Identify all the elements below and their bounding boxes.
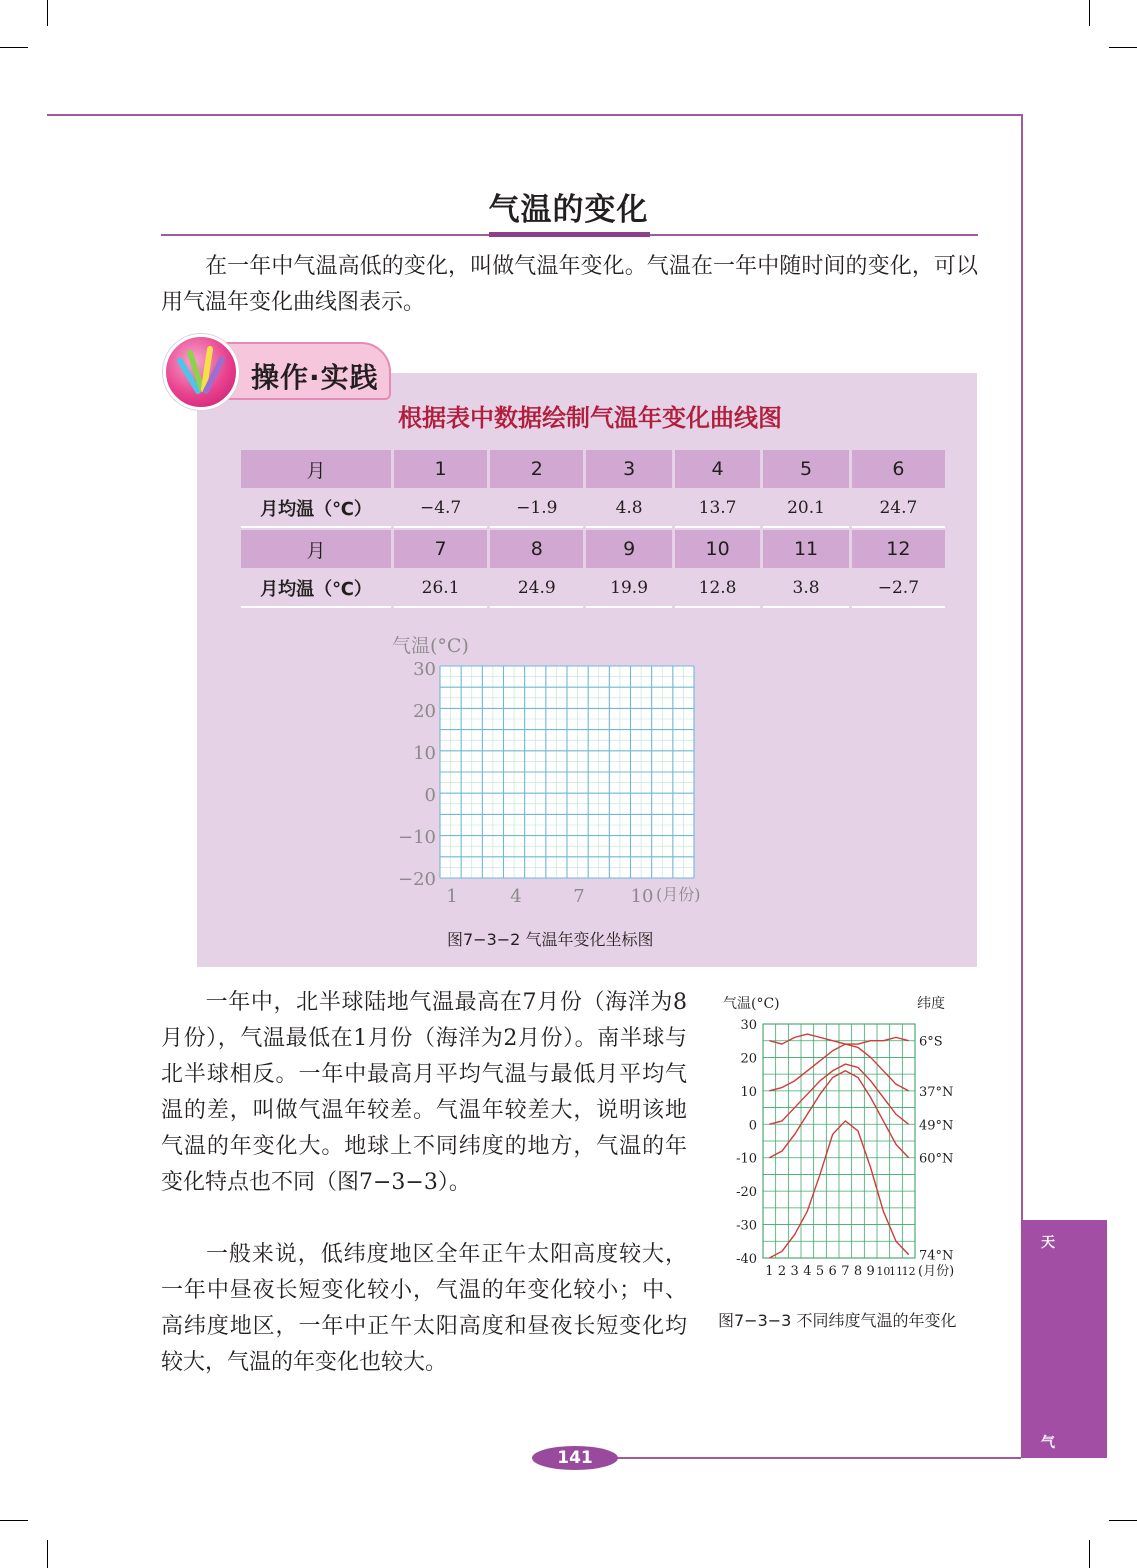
table-cell: 2 [490,450,583,488]
y-tick-label: -30 [736,1218,757,1234]
side-tab-top-char: 天 [1041,1235,1055,1251]
page-frame-top [47,114,1022,116]
table-cell: 3 [586,450,671,488]
table-cell: 11 [763,530,848,568]
table-cell: 20.1 [763,490,848,528]
grid-x-axis-label: (月份) [656,885,701,904]
x-tick-label: 12 [901,1265,916,1278]
x-tick-label: 10 [876,1265,891,1278]
table-cell: −4.7 [394,490,487,528]
table-cell: 9 [586,530,671,568]
intro-text: 在一年中气温高低的变化，叫做气温年变化。气温在一年中随时间的变化，可以用气温年变化曲线图表示。 [161,254,978,315]
table-cell: 1 [394,450,487,488]
table-cell: 月 [241,530,391,568]
page-number: 141 [532,1446,618,1470]
table-cell: 24.7 [852,490,945,528]
y-tick-label: -10 [736,1151,757,1167]
table-cell: 13.7 [675,490,760,528]
crop-mark [1109,1520,1137,1521]
grid-y-axis-label: 气温(°C) [392,635,469,657]
grid-y-tick: 20 [413,701,436,722]
grid-x-tick: 1 [446,886,458,907]
x-tick-label: 7 [841,1264,850,1279]
table-cell: 4.8 [586,490,671,528]
table-cell: 6 [852,450,945,488]
x-tick-label: 1 [765,1264,774,1279]
crop-mark [1109,47,1137,48]
body-text-2: 一般来说，低纬度地区全年正午太阳高度较大，一年中昼夜长短变化较小，气温的年变化较小；中、高纬度地区，一年中正午太阳高度和昼夜长短变化均较大，气温的年变化也较大。 [161,1242,687,1375]
table-cell: 月均温（℃） [241,570,391,608]
table-cell: 19.9 [586,570,671,608]
grid-y-tick: −10 [398,827,436,848]
table-row [241,530,945,568]
x-tick-label: 3 [790,1264,799,1279]
page-frame-bottom [612,1457,1021,1459]
latitude-chart-caption: 图7−3−3 不同纬度气温的年变化 [718,1311,957,1330]
grid-x-tick: 10 [630,886,654,907]
series-label: 37°N [919,1084,954,1100]
table-cell: 12 [852,530,945,568]
y-tick-label: 30 [740,1018,757,1033]
table-cell: 月 [241,450,391,488]
body-text-1: 一年中，北半球陆地气温最高在7月份（海洋为8月份），气温最低在1月份（海洋为2月份）。南半球与北半球相反。一年中最高月平均气温与最低月平均气温的差，叫做气温年较差。气温年较差大，说明该地气温的年变化大。地球上不同纬度的地方，气温的年变化特点也不同（图7−3−3）。 [161,990,687,1195]
table-cell: −1.9 [490,490,583,528]
x-tick-label: 2 [777,1264,787,1279]
y-tick-label: 20 [740,1051,757,1067]
crop-mark [1089,0,1090,26]
intro-paragraph [161,249,978,321]
pencils-icon [166,337,236,407]
series-label: 49°N [919,1118,954,1134]
x-tick-label: 9 [866,1264,875,1279]
y-axis-label: 气温(°C) [723,996,780,1012]
x-tick-label: 8 [853,1264,863,1279]
crop-mark [1089,1540,1090,1568]
crop-mark [0,1520,28,1521]
series-label: 74°N [919,1248,954,1264]
y-tick-label: -20 [736,1185,757,1201]
grid-chart-caption: 图7−3−2 气温年变化坐标图 [447,930,654,949]
chart-grid [763,1024,915,1258]
x-axis-label: (月份) [918,1264,955,1279]
side-tab-bottom-char: 气 [1041,1435,1055,1451]
table-row [241,450,945,488]
page-title: 气温的变化 [488,192,649,228]
activity-title: 根据表中数据绘制气温年变化曲线图 [398,404,782,432]
table-row [241,490,945,528]
x-tick-label: 6 [828,1264,837,1279]
body-paragraph-1 [161,985,687,1201]
latitude-temperature-chart [715,990,985,1300]
table-cell: 24.9 [490,570,583,608]
table-cell: −2.7 [852,570,945,608]
y-tick-label: 0 [748,1118,757,1134]
crop-mark [0,47,28,48]
table-row [241,570,945,608]
x-tick-label: 11 [889,1265,903,1278]
grid-lines [440,666,694,878]
grid-x-tick: 4 [510,886,522,907]
latitude-axis-label: 纬度 [917,996,945,1012]
x-tick-label: 5 [815,1264,825,1279]
chapter-side-tab [1021,1220,1107,1458]
temperature-table [238,448,948,610]
series-label: 60°N [919,1151,954,1167]
table-cell: 26.1 [394,570,487,608]
grid-y-tick: 30 [413,659,436,680]
grid-y-tick: −20 [398,869,436,890]
crop-mark [47,1540,48,1568]
table-cell: 4 [675,450,760,488]
body-paragraph-2 [161,1237,687,1381]
series-label: 6°S [919,1034,943,1050]
grid-y-tick: 0 [424,785,436,806]
table-cell: 3.8 [763,570,848,608]
title-rule-accent [489,232,650,237]
badge-label: 操作·实践 [251,361,379,394]
y-tick-label: -40 [736,1252,757,1267]
crop-mark [47,0,48,26]
grid-x-tick: 7 [573,886,585,907]
table-cell: 12.8 [675,570,760,608]
grid-y-tick: 10 [413,743,436,764]
table-cell: 月均温（℃） [241,490,391,528]
table-cell: 5 [763,450,848,488]
table-cell: 7 [394,530,487,568]
table-cell: 10 [675,530,760,568]
page-frame-right [1021,114,1023,1220]
x-tick-label: 4 [803,1264,812,1279]
table-cell: 8 [490,530,583,568]
blank-grid-chart [380,628,740,918]
y-tick-label: 10 [740,1084,757,1100]
